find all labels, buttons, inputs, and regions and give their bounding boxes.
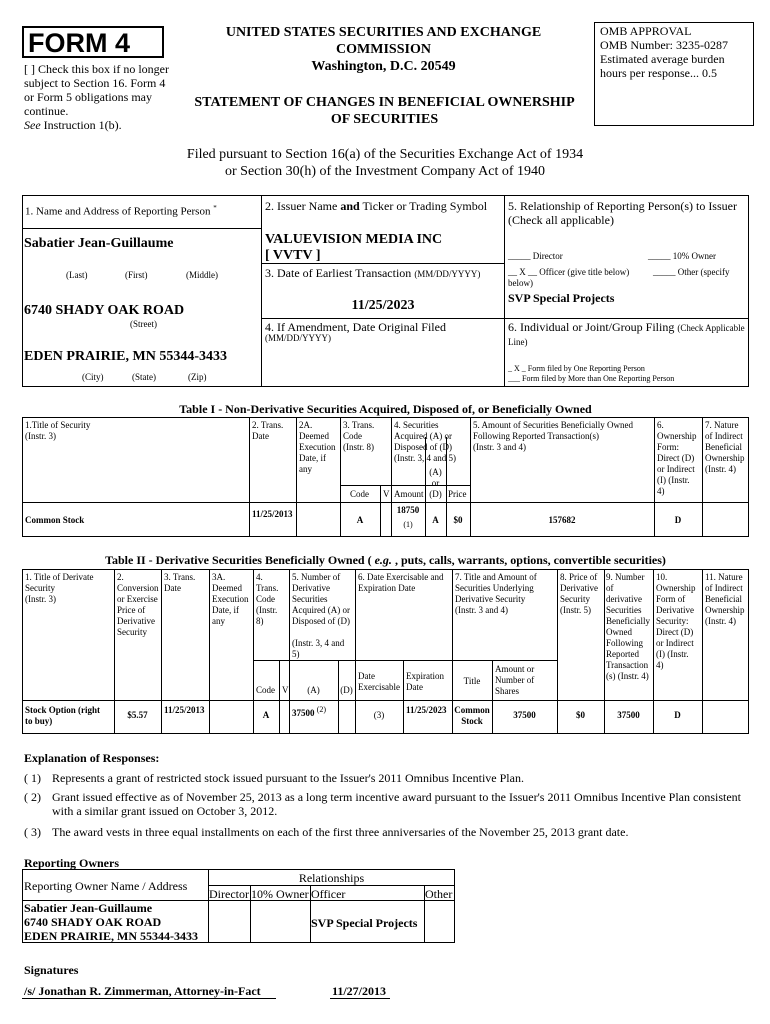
last-label: (Last) — [66, 270, 88, 280]
city-label: (City) — [82, 372, 104, 382]
t1-row-price: $0 — [453, 515, 463, 525]
divider — [22, 228, 262, 229]
t1-row-amount: 18750 — [396, 505, 420, 515]
table2-title — [22, 553, 749, 567]
t2-h3: 3. Trans. Date — [164, 572, 196, 593]
box4-label: 4. If Amendment, Date Original Filed — [265, 320, 446, 334]
see-label: See — [24, 118, 41, 132]
divider — [209, 569, 210, 734]
divider — [253, 660, 355, 661]
t1-h3: 3. Trans. Code (Instr. 8) — [343, 420, 375, 452]
t2-a: (A) — [307, 685, 320, 695]
t1-row-date: 11/25/2013 — [252, 509, 293, 519]
box2-label-post: Ticker or Trading Symbol — [359, 199, 488, 213]
divider — [338, 660, 339, 734]
box1-label-text: 1. Name and Address of Reporting Person — [25, 205, 211, 218]
t2-h10: 10. Ownership Form of Derivative Security: Direct (D) or Indirect (I) (Instr. 4) — [656, 572, 696, 670]
divider — [340, 485, 471, 486]
t2-h2: 2. Conversion or Exercise Price of Derivative Security — [117, 572, 159, 637]
omb-approval: OMB APPROVAL OMB Number: 3235-0287 Estimated average burden hours per response... 0.5 — [600, 24, 728, 80]
t1-h4: 4. Securities Acquired (A) or Disposed of (D) (Instr. 3, 4 and 5) — [394, 420, 456, 463]
t2-row-a-value: 37500 — [292, 708, 315, 718]
t2-h7: 7. Title and Amount of Securities Underlying Derivative Security (Instr. 3 and 4) — [455, 572, 537, 615]
t2-row-underlying-amount: 37500 — [513, 710, 536, 720]
form-title: FORM 4 — [28, 28, 131, 58]
t2-h6: 6. Date Exercisable and Expiration Date — [358, 572, 444, 593]
box1-label — [25, 202, 217, 219]
divider — [504, 195, 505, 387]
divider — [261, 195, 262, 387]
box2-label — [265, 199, 487, 213]
t2-row-expiration: 11/25/2023 — [406, 705, 447, 715]
t1-row-owned: 157682 — [548, 515, 576, 525]
box4-label-small: (MM/DD/YYYY) — [265, 333, 331, 343]
state-label: (State) — [132, 372, 156, 382]
t2-h8: 8. Price of Derivative Security (Instr. 5) — [560, 572, 598, 615]
officer-checkbox: __ X __ Officer (give title below) — [508, 267, 630, 277]
t1-h5: 5. Amount of Securities Beneficially Owned Following Reported Transaction(s) (Instr. 3 and 4) — [473, 420, 633, 452]
owner-row-officer: SVP Special Projects — [311, 916, 418, 930]
divider — [702, 417, 703, 537]
agency-title: UNITED STATES SECURITIES AND EXCHANGE COMMISSION Washington, D.C. 20549 — [225, 25, 542, 74]
t1-v: V — [383, 489, 390, 499]
reporting-owners-title: Reporting Owners — [24, 856, 119, 870]
t2-row-date: 11/25/2013 — [164, 705, 205, 715]
earliest-transaction-date: 11/25/2023 — [351, 298, 415, 313]
signature-date: 11/27/2013 — [332, 984, 387, 998]
explanation-title: Explanation of Responses: — [24, 751, 160, 765]
issuer-name: VALUEVISION MEDIA INC — [265, 232, 443, 247]
signatures-title: Signatures — [24, 963, 79, 977]
t2-d: (D) — [340, 685, 353, 695]
box6-label-small: (Check Applicable Line) — [508, 323, 745, 347]
divider — [22, 502, 749, 503]
officer-header: Officer — [311, 887, 346, 901]
filed-pursuant: Filed pursuant to Section 16(a) of the Securities Exchange Act of 1934 or Section 30(h) of the Investment Company Act of 1940 — [186, 147, 584, 179]
divider — [403, 660, 404, 734]
one-person-option: _ X _ Form filed by One Reporting Person — [508, 364, 645, 373]
t2-h1: 1. Title of Derivate Security (Instr. 3) — [25, 572, 94, 604]
divider — [22, 700, 749, 701]
multiple-persons-option: ___ Form filed by More than One Reporting Person — [508, 374, 675, 383]
footnote-1-text: Represents a grant of restricted stock issued pursuant to the Issuer's 2011 Omnibus Incentive Plan. — [52, 771, 524, 785]
street-value: 6740 SHADY OAK ROAD — [24, 303, 185, 318]
divider — [296, 417, 297, 537]
t1-row-amount-fn: (1) — [403, 520, 413, 529]
t2-row-a-fn: (2) — [316, 705, 327, 714]
t2-code: Code — [256, 685, 275, 695]
zip-label: (Zip) — [188, 372, 207, 382]
t2-v: V — [282, 685, 289, 695]
footnote-2-num: ( 2) — [24, 790, 41, 804]
table2-title-pre: Table II - Derivative Securities Beneficially Owned ( — [105, 553, 372, 567]
t1-price: Price — [448, 489, 467, 499]
ticker-symbol: [ VVTV ] — [265, 248, 321, 263]
divider — [492, 660, 493, 734]
table2-title-post: , puts, calls, warrants, options, convertible securities) — [394, 553, 666, 567]
t2-h9: 9. Number of derivative Securities Beneficially Owned Following Reported Transaction (s) (Instr. 4) — [606, 572, 650, 681]
t2-row-a — [292, 705, 326, 719]
t2-row-price: $5.57 — [127, 710, 148, 720]
director-header: Director — [209, 887, 249, 901]
ten-pct-owner-header: 10% Owner — [251, 887, 309, 901]
t2-row-derivative-price: $0 — [576, 710, 585, 720]
divider — [380, 485, 381, 537]
box6-label-text: 6. Individual or Joint/Group Filing — [508, 320, 675, 334]
officer-title: SVP Special Projects — [508, 291, 615, 305]
table1-title: Table I - Non-Derivative Securities Acquired, Disposed of, or Beneficially Owned — [179, 402, 592, 416]
t1-code: Code — [350, 489, 369, 499]
t1-ad: (A) or (D) — [429, 467, 442, 499]
t1-h2: 2. Trans. Date — [252, 420, 284, 441]
t1-h6: 6. Ownership Form: Direct (D) or Indirect (I) (Instr. 4) — [657, 420, 697, 496]
t2-h11: 11. Nature of Indirect Beneficial Ownership (Instr. 4) — [705, 572, 745, 626]
signature-date-line — [330, 998, 390, 999]
ten-pct-owner-checkbox: _____ 10% Owner — [648, 251, 716, 261]
box3-label-small: (MM/DD/YYYY) — [414, 269, 481, 279]
box3-label-text: 3. Date of Earliest Transaction — [265, 266, 412, 280]
t2-row-owned: 37500 — [617, 710, 640, 720]
form-title-box — [22, 26, 164, 58]
instruction-text: Instruction 1(b). — [43, 118, 122, 132]
t2-amount-shares: Amount or Number of Shares — [495, 664, 535, 696]
t2-row-underlying-title: Common Stock — [454, 705, 490, 726]
box2-label-and: and — [340, 199, 360, 213]
t2-title: Title — [463, 676, 481, 686]
divider — [161, 569, 162, 734]
t1-row-code: A — [356, 515, 364, 525]
middle-label: (Middle) — [186, 270, 218, 280]
checkbox-note: [ ] Check this box if no longer subject to Section 16. Form 4 or Form 5 obligations may continue. — [24, 62, 169, 118]
first-label: (First) — [125, 270, 148, 280]
divider — [355, 660, 453, 661]
t1-h1: 1.Title of Security (Instr. 3) — [25, 420, 91, 441]
t2-row-exercisable: (3) — [373, 710, 385, 720]
reporting-person-name: Sabatier Jean-Guillaume — [24, 236, 174, 251]
divider — [702, 569, 703, 734]
city-value: EDEN PRAIRIE, MN 55344-3433 — [24, 349, 227, 364]
relationships-header: Relationships — [298, 871, 365, 885]
footnote-3-text: The award vests in three equal installments on each of the first three anniversaries of the November 25, 2013 grant date. — [52, 825, 629, 839]
instruction-note — [24, 118, 122, 132]
owner-row-name: Sabatier Jean-Guillaume 6740 SHADY OAK ROAD EDEN PRAIRIE, MN 55344-3433 — [24, 901, 198, 943]
divider — [279, 660, 280, 734]
director-checkbox: _____ Director — [508, 251, 563, 261]
t1-amount: Amount — [394, 489, 424, 499]
t2-row-form: D — [674, 710, 681, 720]
box2-label-pre: 2. Issuer Name — [265, 199, 341, 213]
statement-title: STATEMENT OF CHANGES IN BENEFICIAL OWNERSHIP OF SECURITIES — [194, 95, 575, 127]
divider — [208, 885, 455, 886]
street-label: (Street) — [130, 319, 157, 329]
box5-label: 5. Relationship of Reporting Person(s) to Issuer (Check all applicable) — [508, 199, 737, 227]
divider — [289, 569, 290, 734]
box1-star: * — [213, 204, 217, 212]
box6-label — [508, 320, 748, 348]
t1-h2a: 2A. Deemed Execution Date, if any — [299, 420, 336, 474]
owner-name-header: Reporting Owner Name / Address — [24, 879, 188, 893]
other-checkbox: _____ Other (specify below) — [508, 267, 730, 288]
t1-row-title: Common Stock — [25, 515, 85, 525]
t2-row-title: Stock Option (right to buy) — [25, 705, 101, 726]
t2-h3a: 3A. Deemed Execution Date, if any — [212, 572, 249, 626]
t2-h5: 5. Number of Derivative Securities Acquired (A) or Disposed of (D) (Instr. 3, 4 and 5) — [292, 572, 350, 659]
signature-line — [22, 998, 276, 999]
divider — [261, 318, 749, 319]
divider — [249, 417, 250, 537]
other-header: Other — [425, 887, 453, 901]
t1-h7: 7. Nature of Indirect Beneficial Ownership (Instr. 4) — [705, 420, 745, 474]
footnote-1-num: ( 1) — [24, 771, 41, 785]
divider — [452, 660, 557, 661]
signature-name: /s/ Jonathan R. Zimmerman, Attorney-in-Fact — [24, 984, 261, 998]
t1-row-form: D — [674, 515, 682, 525]
divider — [391, 417, 392, 537]
table2-title-eg: e.g. — [371, 553, 395, 567]
t2-date-exercisable: Date Exercisable — [358, 671, 400, 692]
footnote-2-text: Grant issued effective as of November 25, 2013 as a long term incentive award pursuant to the Issuer's 2011 Omnibus Incentive Plan consistent with a similar grant issued on October 3, 2012. — [52, 790, 741, 818]
box3-label — [265, 266, 480, 280]
t1-row-ad: A — [432, 515, 439, 525]
t2-h4: 4. Trans. Code (Instr. 8) — [256, 572, 279, 626]
t2-expiration: Expiration Date — [406, 671, 444, 692]
t2-row-code: A — [262, 710, 270, 720]
footnote-3-num: ( 3) — [24, 825, 41, 839]
